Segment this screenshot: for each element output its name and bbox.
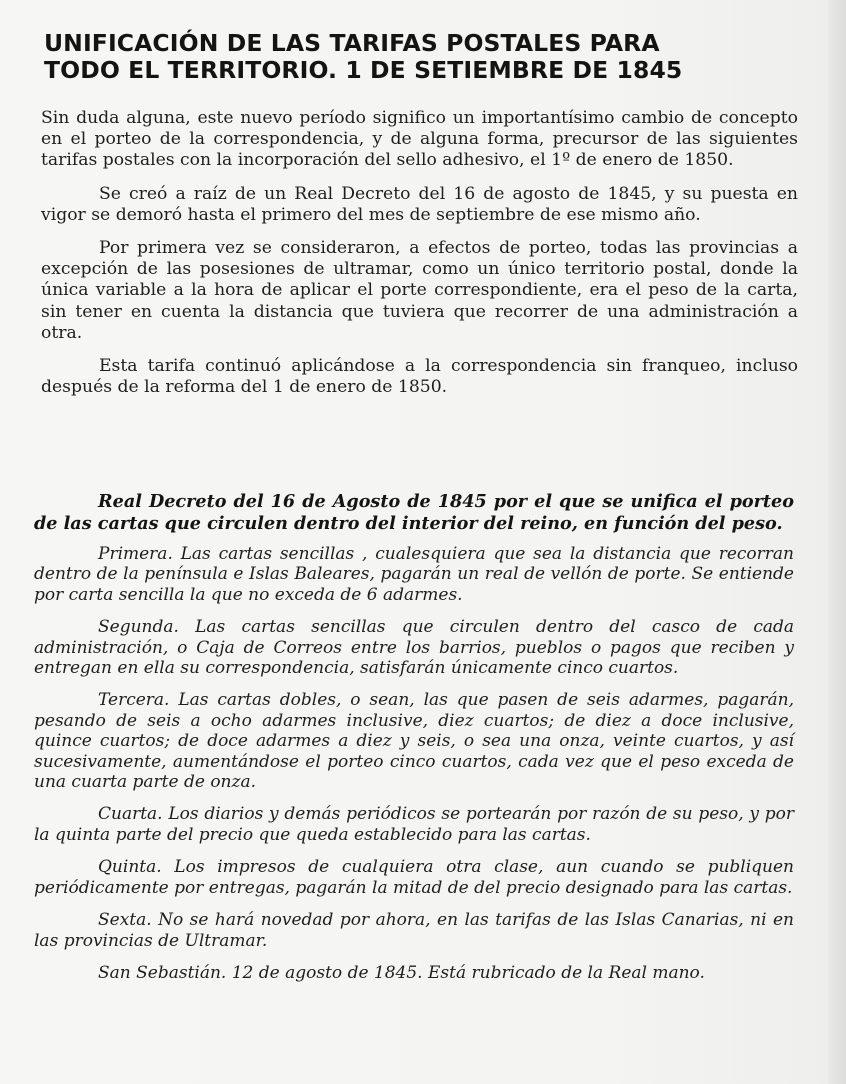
decree-article-primera: Primera. Las cartas sencillas , cualesquiera que sea la distancia que recorran dentro de la península e Islas Baleares, pagarán un real de vellón de porte. Se entiende por carta sencilla la que no exceda de 6 adarmes. <box>34 544 794 605</box>
decree-article-quinta: Quinta. Los impresos de cualquiera otra clase, aun cuando se publiquen periódicamente por entregas, pagarán la mitad de del precio designado para las cartas. <box>34 857 794 898</box>
page-title <box>44 30 744 84</box>
intro-paragraph-1: Sin duda alguna, este nuevo período significo un importantísimo cambio de concepto en el porteo de la correspondencia, y de alguna forma, precursor de las siguientes tarifas postales con la incorporación del sello adhesivo, el 1º de enero de 1850. <box>41 108 798 171</box>
intro-section <box>41 108 798 410</box>
title-line-2: TODO EL TERRITORIO. 1 DE SETIEMBRE DE 1845 <box>44 56 683 84</box>
decree-article-segunda: Segunda. Las cartas sencillas que circulen dentro del casco de cada administración, o Caja de Correos entre los barrios, pueblos o pagos que reciben y entregan en ella su correspondencia, satisfarán únicamente cinco cuartos. <box>34 617 794 679</box>
intro-paragraph-2: Se creó a raíz de un Real Decreto del 16 de agosto de 1845, y su puesta en vigor se demoró hasta el primero del mes de septiembre de ese mismo año. <box>41 183 798 225</box>
page-edge <box>828 0 846 1084</box>
decree-signature: San Sebastián. 12 de agosto de 1845. Está rubricado de la Real mano. <box>98 962 705 983</box>
decree-heading: Real Decreto del 16 de Agosto de 1845 por el que se unifica el porteo de las cartas que circulen dentro del interior del reino, en función del peso. <box>34 491 794 534</box>
decree-article-sexta: Sexta. No se hará novedad por ahora, en las tarifas de las Islas Canarias, ni en las provincias de Ultramar. <box>34 910 794 951</box>
title-line-1: UNIFICACIÓN DE LAS TARIFAS POSTALES PARA <box>44 29 660 57</box>
intro-paragraph-4: Esta tarifa continuó aplicándose a la correspondencia sin franqueo, incluso después de la reforma del 1 de enero de 1850. <box>41 356 798 398</box>
decree-article-tercera: Tercera. Las cartas dobles, o sean, las que pasen de seis adarmes, pagarán, pesando de seis a ocho adarmes inclusive, diez cuartos; de diez a doce inclusive, quince cuartos; de doce adarmes a diez y seis, o sea una onza, veinte cuartos, y así sucesivamente, aumentándose el porteo cinco cuartos, cada vez que el peso exceda de una cuarta parte de onza. <box>34 690 794 793</box>
intro-paragraph-3: Por primera vez se consideraron, a efectos de porteo, todas las provincias a excepción de las posesiones de ultramar, como un único territorio postal, donde la única variable a la hora de aplicar el porte correspondiente, era el peso de la carta, sin tener en cuenta la distancia que tuviera que recorrer de una administración a otra. <box>41 238 798 343</box>
decree-section <box>34 491 794 995</box>
decree-article-cuarta: Cuarta. Los diarios y demás periódicos se portearán por razón de su peso, y por la quinta parte del precio que queda establecido para las cartas. <box>34 804 794 845</box>
